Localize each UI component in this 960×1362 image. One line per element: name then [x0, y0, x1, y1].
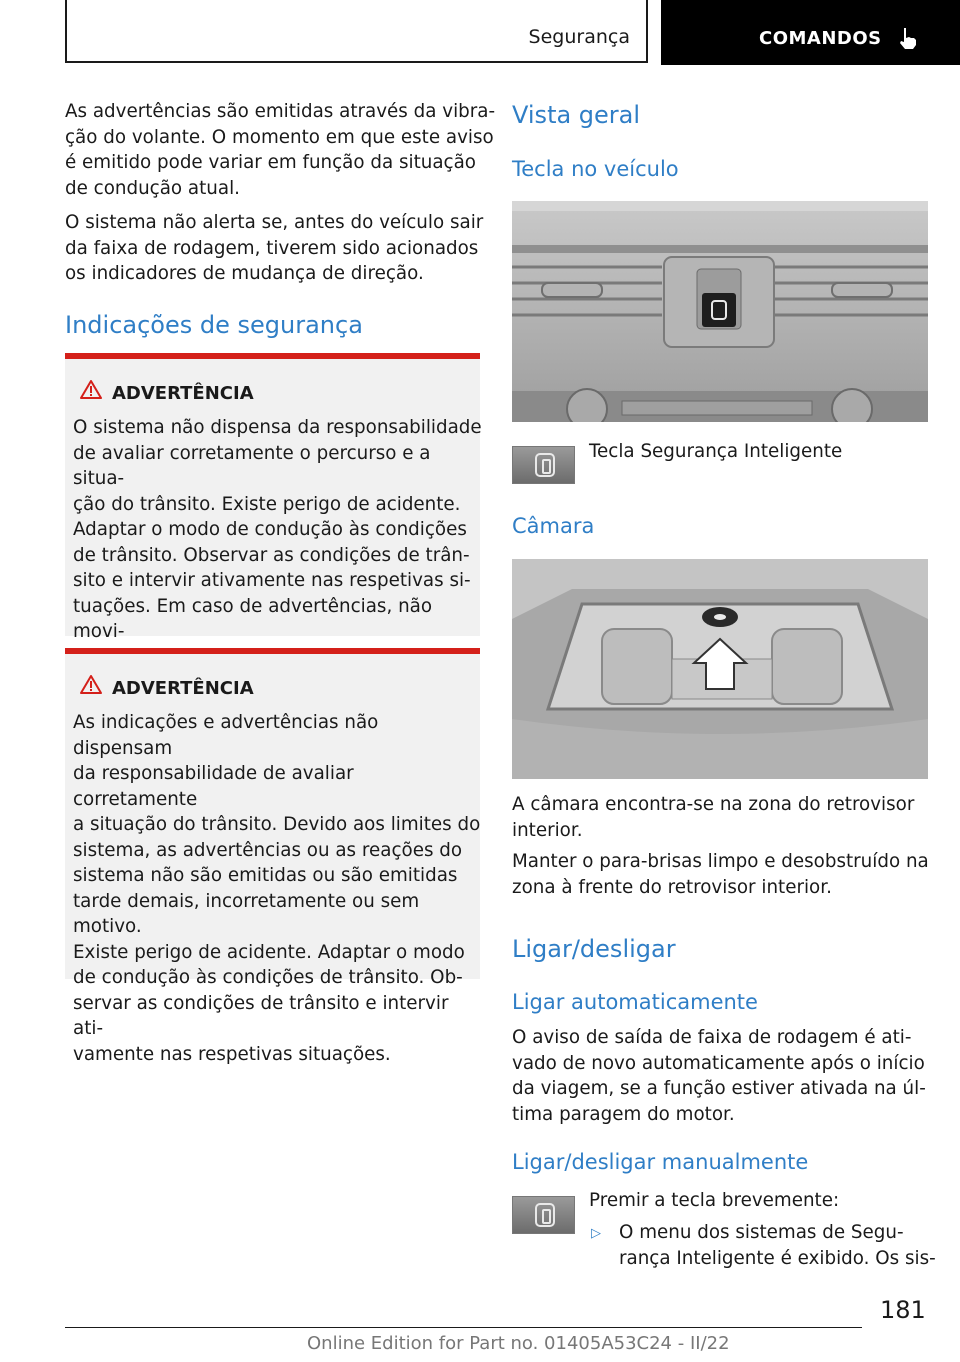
warning-text [73, 710, 483, 1067]
auto-paragraph [512, 1025, 926, 1127]
text-line: a situação do trânsito. Devido aos limites do [73, 814, 481, 835]
text-line: O sistema não alerta se, antes do veículo sair [65, 212, 484, 233]
text-line: O menu dos sistemas de Segu- [619, 1222, 904, 1243]
text-line: ção do trânsito. Existe perigo de acidente. [73, 493, 461, 515]
text-line: sistema não são emitidas ou são emitidas [73, 865, 458, 886]
text-line: vado de novo automaticamente após o início [512, 1052, 925, 1074]
text-line: zona à frente do retrovisor interior. [512, 876, 832, 898]
key-heading: Tecla no veículo [512, 157, 679, 181]
safety-key-icon [512, 1196, 575, 1234]
text-line: de trânsito. Observar as condições de trân- [73, 544, 470, 566]
turn-signal-paragraph [65, 210, 483, 287]
text-line: sito e intervir ativamente nas respetivas si- [73, 570, 471, 591]
windshield-paragraph [512, 849, 929, 900]
text-line: os indicadores de mudança de direção. [65, 263, 424, 284]
warning-triangle-icon [79, 674, 103, 695]
warning-title: ADVERTÊNCIA [112, 678, 254, 699]
text-line: vamente nas respetivas situações. [73, 1043, 391, 1065]
text-line: tarde demais, incorretamente ou sem motivo. [73, 890, 420, 937]
camera-windshield-image [512, 559, 928, 779]
footer-divider [65, 1327, 862, 1328]
header-section-title: Segurança [528, 26, 630, 48]
text-line: As indicações e advertências não dispensam [73, 712, 379, 759]
manual-intro: Premir a tecla brevemente: [589, 1190, 840, 1211]
text-line: tima paragem do motor. [512, 1103, 735, 1125]
text-line: Manter o para-brisas limpo e desobstruído na [512, 851, 929, 872]
warning-box-2 [65, 648, 481, 1065]
text-line: da faixa de rodagem, tiverem sido acionados [65, 237, 479, 259]
text-line: de avaliar corretamente o percurso e a situa- [73, 442, 431, 489]
text-line: de condução às condições de trânsito. Ob- [73, 967, 463, 988]
intro-paragraph [65, 99, 495, 201]
text-line: da responsabilidade de avaliar corretamente [73, 763, 354, 810]
text-line: O aviso de saída de faixa de rodagem é ati- [512, 1027, 912, 1048]
header-chapter-box [661, 0, 960, 65]
text-line: servar as condições de trânsito e intervir ati- [73, 992, 449, 1039]
overview-heading: Vista geral [512, 101, 641, 129]
page-number: 181 [880, 1296, 926, 1324]
header-chapter-title: COMANDOS [759, 28, 882, 49]
text-line: interior. [512, 819, 583, 841]
camera-location-paragraph [512, 792, 914, 843]
text-line: sistema, as advertências ou as reações do [73, 839, 463, 861]
dashboard-button-image [512, 201, 928, 422]
pointing-hand-icon [897, 26, 919, 50]
text-line: rança Inteligente é exibido. Os sis- [619, 1247, 936, 1269]
text-line: ção do volante. O momento em que este aviso [65, 126, 494, 148]
key-caption: Tecla Segurança Inteligente [589, 441, 843, 462]
text-line: Existe perigo de acidente. Adaptar o modo [73, 941, 465, 963]
text-line: A câmara encontra-se na zona do retrovisor [512, 794, 915, 815]
warning-title: ADVERTÊNCIA [112, 383, 254, 404]
auto-heading: Ligar automaticamente [512, 990, 758, 1014]
text-line: de condução atual. [65, 177, 240, 199]
manual-heading: Ligar/desligar manualmente [512, 1150, 809, 1174]
text-line: Adaptar o modo de condução às condições [73, 519, 467, 540]
onoff-heading: Ligar/desligar [512, 935, 676, 963]
text-line: da viagem, se a função estiver ativada na úl- [512, 1078, 926, 1099]
camera-heading: Câmara [512, 514, 595, 538]
text-line: O sistema não dispensa da responsabilidade [73, 417, 482, 438]
footer-edition: Online Edition for Part no. 01405A53C24 - II/22 [307, 1333, 730, 1354]
warning-triangle-icon [79, 379, 103, 400]
text-line: tuações. Em caso de advertências, não movi- [73, 595, 433, 642]
bullet-text [619, 1220, 936, 1271]
safety-heading: Indicações de segurança [65, 311, 363, 339]
warning-box-1 [65, 353, 482, 642]
safety-key-icon [512, 446, 575, 484]
header-section-box [65, 0, 648, 63]
text-line: As advertências são emitidas através da vibra- [65, 101, 496, 122]
bullet-icon: ▷ [591, 1226, 601, 1241]
text-line: é emitido pode variar em função da situação [65, 152, 476, 173]
warning-text [73, 415, 483, 670]
